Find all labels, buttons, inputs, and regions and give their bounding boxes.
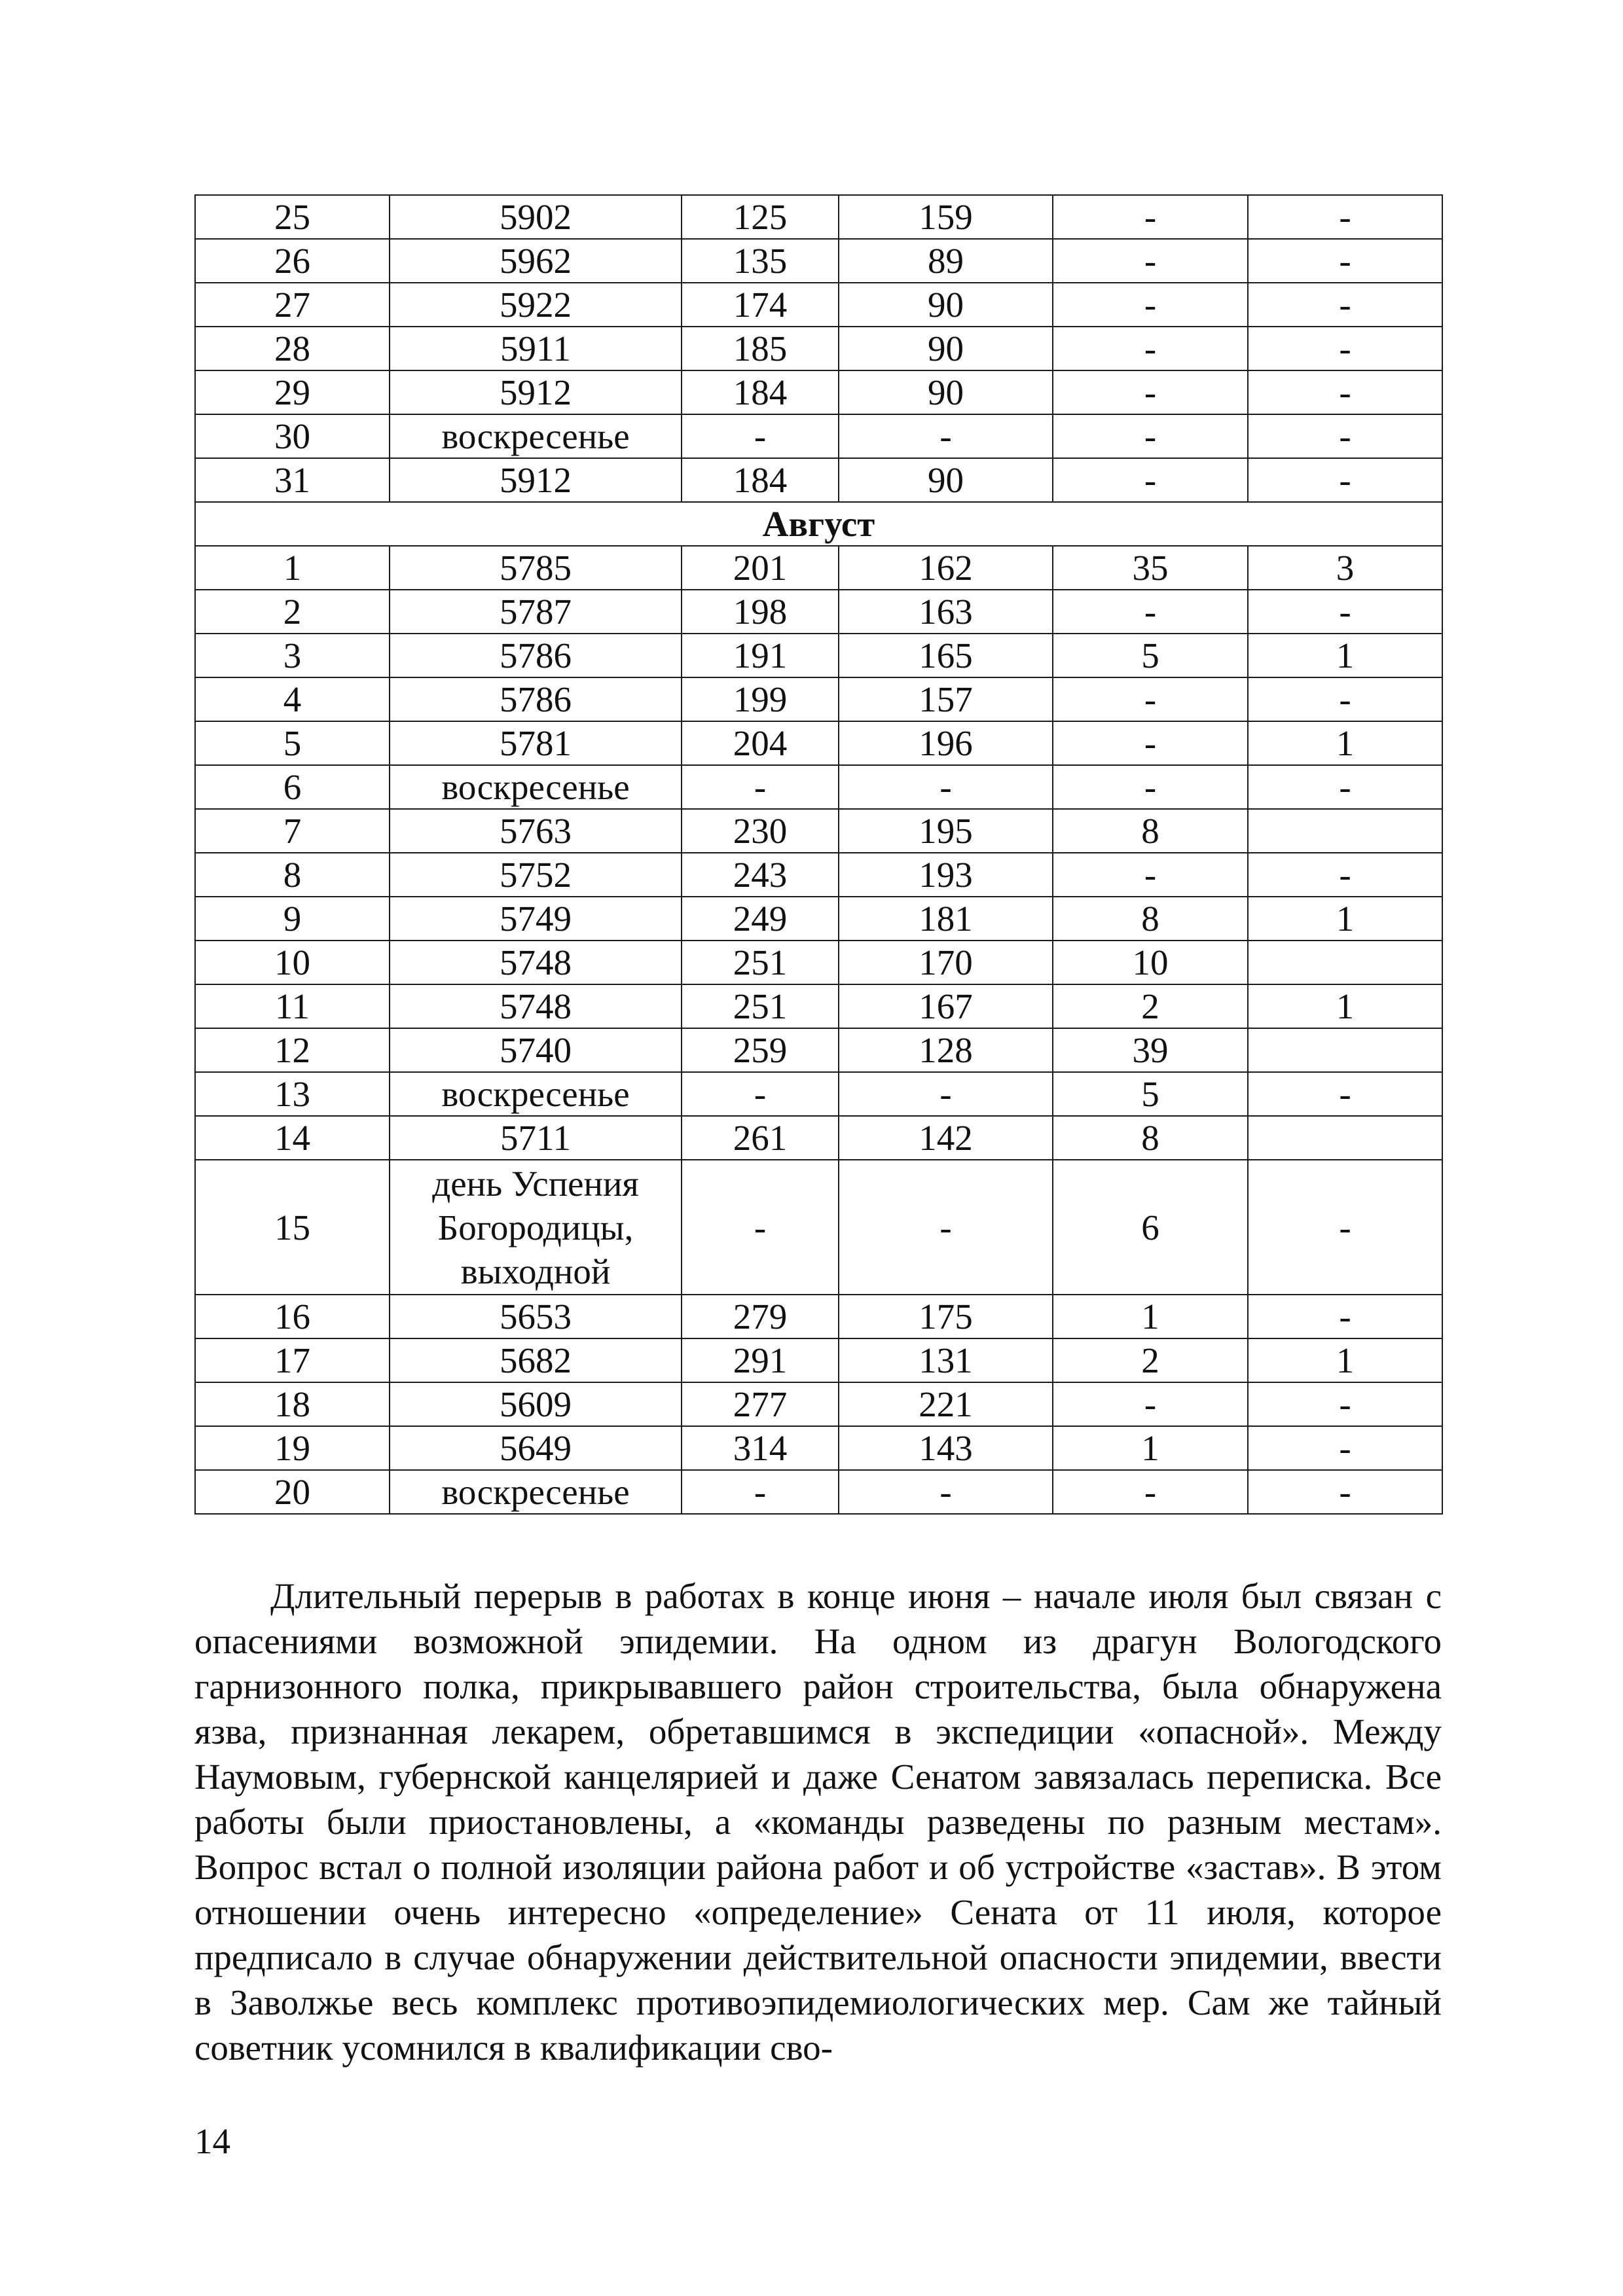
table-cell: - xyxy=(1053,765,1248,809)
table-row xyxy=(195,195,1442,239)
table-cell: 174 xyxy=(682,283,839,327)
table-cell: 5786 xyxy=(390,634,682,677)
table-cell: 17 xyxy=(195,1338,390,1382)
table-cell: 5902 xyxy=(390,195,682,239)
table-cell: 5962 xyxy=(390,239,682,283)
table-cell: - xyxy=(1248,1295,1442,1338)
table-cell: 14 xyxy=(195,1116,390,1160)
table-cell: 6 xyxy=(1053,1160,1248,1295)
table-cell: 8 xyxy=(1053,1116,1248,1160)
table-cell: 291 xyxy=(682,1338,839,1382)
table-row xyxy=(195,546,1442,590)
month-header-row xyxy=(195,502,1442,546)
table-cell: 15 xyxy=(195,1160,390,1295)
table-cell: - xyxy=(1053,195,1248,239)
table-cell: 135 xyxy=(682,239,839,283)
table-cell: - xyxy=(1053,283,1248,327)
table-cell: - xyxy=(839,414,1053,458)
table-body-august xyxy=(195,546,1442,1514)
table-cell: 184 xyxy=(682,370,839,414)
table-row xyxy=(195,239,1442,283)
table-row xyxy=(195,1470,1442,1514)
page-number: 14 xyxy=(194,2121,230,2161)
table-cell: - xyxy=(1053,239,1248,283)
table-cell: 181 xyxy=(839,897,1053,941)
table-cell: 1 xyxy=(1053,1295,1248,1338)
table-cell: 143 xyxy=(839,1426,1053,1470)
table-row xyxy=(195,1072,1442,1116)
table-cell: 16 xyxy=(195,1295,390,1338)
table-body-july xyxy=(195,195,1442,502)
table-row xyxy=(195,283,1442,327)
table-cell: 279 xyxy=(682,1295,839,1338)
table-cell: 18 xyxy=(195,1382,390,1426)
body-text xyxy=(194,1573,1442,2070)
table-cell: - xyxy=(682,1160,839,1295)
table-row xyxy=(195,1160,1442,1295)
table-cell: 13 xyxy=(195,1072,390,1116)
table-cell: 5763 xyxy=(390,809,682,853)
table-cell: - xyxy=(1053,721,1248,765)
table-cell: воскресенье xyxy=(390,414,682,458)
table-cell: 8 xyxy=(195,853,390,897)
table-cell: 20 xyxy=(195,1470,390,1514)
table-cell: - xyxy=(1248,195,1442,239)
table-row xyxy=(195,677,1442,721)
table-cell: 167 xyxy=(839,984,1053,1028)
table-cell: 5 xyxy=(195,721,390,765)
table-cell: 5787 xyxy=(390,590,682,634)
table-cell: - xyxy=(682,414,839,458)
table-cell: - xyxy=(1053,458,1248,502)
table-cell: 89 xyxy=(839,239,1053,283)
table-cell: 204 xyxy=(682,721,839,765)
table-cell: 90 xyxy=(839,327,1053,370)
table-cell: 3 xyxy=(195,634,390,677)
table-cell: 5781 xyxy=(390,721,682,765)
table-cell: 5748 xyxy=(390,941,682,984)
table-cell: 5912 xyxy=(390,370,682,414)
table-cell: воскресенье xyxy=(390,1072,682,1116)
table-cell: - xyxy=(1248,853,1442,897)
table-cell: - xyxy=(1248,370,1442,414)
table-row xyxy=(195,634,1442,677)
table-row xyxy=(195,984,1442,1028)
table-cell: - xyxy=(1248,283,1442,327)
table-cell: 4 xyxy=(195,677,390,721)
table-cell: 259 xyxy=(682,1028,839,1072)
table-cell: 5786 xyxy=(390,677,682,721)
table-cell: 1 xyxy=(195,546,390,590)
table-cell: 163 xyxy=(839,590,1053,634)
table-cell: 5748 xyxy=(390,984,682,1028)
table-cell: - xyxy=(1053,414,1248,458)
table-cell: 131 xyxy=(839,1338,1053,1382)
table-cell: 125 xyxy=(682,195,839,239)
table-row xyxy=(195,1382,1442,1426)
table-cell: 90 xyxy=(839,370,1053,414)
table-cell: 5912 xyxy=(390,458,682,502)
table-cell: 1 xyxy=(1248,1338,1442,1382)
paragraph: Длительный перерыв в работах в конце июня – начале июля был связан с опасениями возможной эпидемии. На одном из драгун Вологодского гарнизонного полка, прикрывавшего район строительства, была обнаружена язва, признанная лекарем, обретавшимся в экспедиции «опасной». Между Наумовым, губернской канцелярией и даже Сенатом завязалась переписка. Все работы были приостановлены, а «команды разведены по разным местам». Вопрос встал о полной изоляции района работ и об устройстве «застав». В этом отношении очень интересно «определение» Сената от 11 июля, которое предписало в случае обнаружении действительной опасности эпидемии, ввести в Заволжье весь комплекс противоэпидемиологических мер. Сам же тайный советник усомнился в квалификации сво- xyxy=(194,1576,1442,2068)
table-cell: 90 xyxy=(839,283,1053,327)
table-cell: 10 xyxy=(1053,941,1248,984)
table-cell: 1 xyxy=(1053,1426,1248,1470)
table-cell: - xyxy=(839,1160,1053,1295)
table-cell: - xyxy=(682,1072,839,1116)
table-cell: 128 xyxy=(839,1028,1053,1072)
table-month-section xyxy=(195,502,1442,546)
table-cell: 251 xyxy=(682,941,839,984)
table-cell: 184 xyxy=(682,458,839,502)
table-cell: 165 xyxy=(839,634,1053,677)
table-row xyxy=(195,1295,1442,1338)
table-row xyxy=(195,414,1442,458)
table-cell: - xyxy=(1248,458,1442,502)
table-cell xyxy=(1248,809,1442,853)
table-cell: - xyxy=(682,765,839,809)
table-row xyxy=(195,897,1442,941)
table-row xyxy=(195,1338,1442,1382)
table-cell: 249 xyxy=(682,897,839,941)
table-cell: - xyxy=(1053,677,1248,721)
table-cell: - xyxy=(1248,239,1442,283)
table-cell: 1 xyxy=(1248,897,1442,941)
table-row xyxy=(195,721,1442,765)
table-row xyxy=(195,1116,1442,1160)
table-cell: 5711 xyxy=(390,1116,682,1160)
table-cell: 6 xyxy=(195,765,390,809)
table-cell: 1 xyxy=(1248,634,1442,677)
table-cell: 191 xyxy=(682,634,839,677)
table-row xyxy=(195,1028,1442,1072)
table-cell: 2 xyxy=(195,590,390,634)
table-cell: 26 xyxy=(195,239,390,283)
table-cell: 5922 xyxy=(390,283,682,327)
table-cell: 175 xyxy=(839,1295,1053,1338)
table-row xyxy=(195,765,1442,809)
table-cell: 157 xyxy=(839,677,1053,721)
table-row xyxy=(195,458,1442,502)
table-cell: 8 xyxy=(1053,897,1248,941)
table-cell xyxy=(1248,941,1442,984)
table-cell: - xyxy=(1248,1470,1442,1514)
table-cell: - xyxy=(1053,370,1248,414)
table-cell: 35 xyxy=(1053,546,1248,590)
table-row xyxy=(195,370,1442,414)
table-cell: - xyxy=(1248,677,1442,721)
table-cell: воскресенье xyxy=(390,1470,682,1514)
table-cell: 195 xyxy=(839,809,1053,853)
table-cell: 39 xyxy=(1053,1028,1248,1072)
table-cell: 10 xyxy=(195,941,390,984)
table-cell: 1 xyxy=(1248,721,1442,765)
table-cell: - xyxy=(1248,414,1442,458)
table-row xyxy=(195,327,1442,370)
table-cell: 1 xyxy=(1248,984,1442,1028)
table-cell: 30 xyxy=(195,414,390,458)
table-cell: 7 xyxy=(195,809,390,853)
table-cell: 314 xyxy=(682,1426,839,1470)
table-cell: - xyxy=(1053,1382,1248,1426)
table-cell: 185 xyxy=(682,327,839,370)
table-cell: 251 xyxy=(682,984,839,1028)
table-cell: 5653 xyxy=(390,1295,682,1338)
table-cell: 162 xyxy=(839,546,1053,590)
table-cell: - xyxy=(839,765,1053,809)
table-cell xyxy=(1248,1116,1442,1160)
table-cell: - xyxy=(1248,1072,1442,1116)
table-cell: 198 xyxy=(682,590,839,634)
table-cell: 193 xyxy=(839,853,1053,897)
table-cell: 261 xyxy=(682,1116,839,1160)
table-cell: - xyxy=(839,1072,1053,1116)
table-row xyxy=(195,853,1442,897)
table-cell: 5609 xyxy=(390,1382,682,1426)
table-cell: 28 xyxy=(195,327,390,370)
table-cell: воскресенье xyxy=(390,765,682,809)
table-cell: 90 xyxy=(839,458,1053,502)
table-cell: 12 xyxy=(195,1028,390,1072)
table-cell: 277 xyxy=(682,1382,839,1426)
table-cell: 221 xyxy=(839,1382,1053,1426)
table-cell: 5 xyxy=(1053,634,1248,677)
month-label: Август xyxy=(195,502,1442,546)
table-cell: 5911 xyxy=(390,327,682,370)
table-cell: 3 xyxy=(1248,546,1442,590)
table-cell: - xyxy=(1053,327,1248,370)
table-row xyxy=(195,809,1442,853)
table-cell: 9 xyxy=(195,897,390,941)
table-cell: - xyxy=(1248,1160,1442,1295)
table-cell: 11 xyxy=(195,984,390,1028)
table-cell: 25 xyxy=(195,195,390,239)
table-cell: 159 xyxy=(839,195,1053,239)
table-cell: 5785 xyxy=(390,546,682,590)
table-cell: 5649 xyxy=(390,1426,682,1470)
table-cell: 142 xyxy=(839,1116,1053,1160)
table-cell: 2 xyxy=(1053,984,1248,1028)
table-cell: - xyxy=(1248,765,1442,809)
table-cell: 199 xyxy=(682,677,839,721)
table-cell: 31 xyxy=(195,458,390,502)
table-cell: 5749 xyxy=(390,897,682,941)
table-cell: - xyxy=(1248,590,1442,634)
table-cell: - xyxy=(1053,853,1248,897)
table-row xyxy=(195,590,1442,634)
table-cell: 5 xyxy=(1053,1072,1248,1116)
table-cell: 243 xyxy=(682,853,839,897)
table-cell: 5740 xyxy=(390,1028,682,1072)
table-cell: 8 xyxy=(1053,809,1248,853)
table-cell: 230 xyxy=(682,809,839,853)
table-row xyxy=(195,941,1442,984)
daily-work-table xyxy=(194,194,1443,1515)
table-cell: - xyxy=(1053,1470,1248,1514)
table-cell: - xyxy=(1248,327,1442,370)
table-cell xyxy=(1248,1028,1442,1072)
table-cell: 2 xyxy=(1053,1338,1248,1382)
table-cell: - xyxy=(1248,1382,1442,1426)
table-cell: день Успения Богородицы, выходной xyxy=(390,1160,682,1295)
table-cell: - xyxy=(682,1470,839,1514)
table-row xyxy=(195,1426,1442,1470)
table-cell: 201 xyxy=(682,546,839,590)
table-cell: 29 xyxy=(195,370,390,414)
table-cell: 19 xyxy=(195,1426,390,1470)
table-cell: 170 xyxy=(839,941,1053,984)
table-cell: 5682 xyxy=(390,1338,682,1382)
table-cell: 196 xyxy=(839,721,1053,765)
table-cell: 5752 xyxy=(390,853,682,897)
table-cell: - xyxy=(1053,590,1248,634)
table-cell: 27 xyxy=(195,283,390,327)
table-cell: - xyxy=(1248,1426,1442,1470)
table-cell: - xyxy=(839,1470,1053,1514)
